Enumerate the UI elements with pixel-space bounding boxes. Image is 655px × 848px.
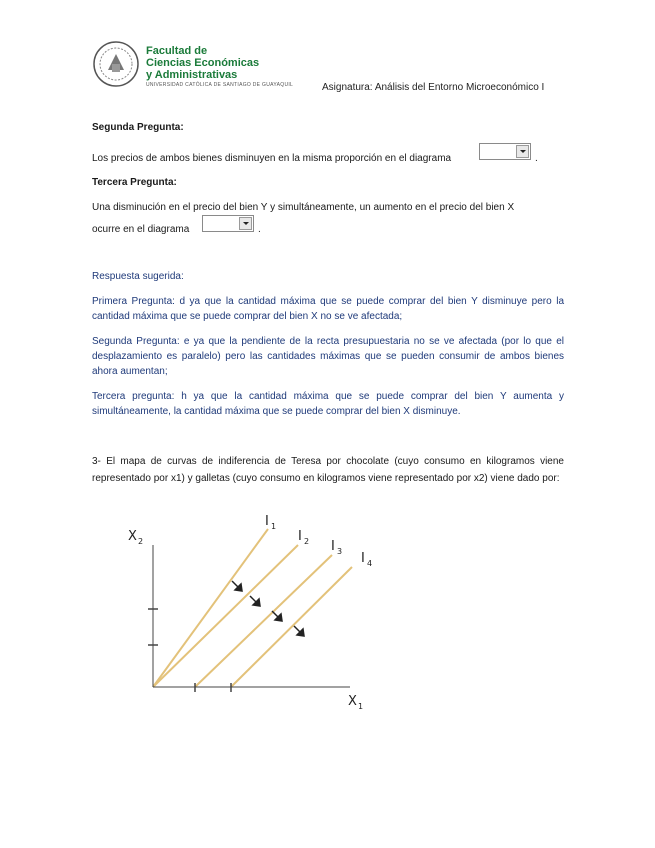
suggested-answer-3: Tercera pregunta: h ya que la cantidad máxima que se puede comprar del bien Y aumenta y simultáneamente, la cantidad máxima que se puede comprar del bien X disminuye. [92,391,564,417]
curve-label-i3: I [331,539,335,554]
subject-title: Asignatura: Análisis del Entorno Microeconómico I [322,82,545,93]
university-name: UNIVERSIDAD CATÓLICA DE SANTIAGO DE GUAYAQUIL [146,82,294,88]
suggested-answer-1: Primera Pregunta: d ya que la cantidad máxima que se puede comprar del bien Y disminuye pero la cantidad máxima que se puede comprar del bien X no se ve afectada; [92,296,564,322]
faculty-line: Facultad de [146,45,208,57]
chevron-down-icon[interactable] [239,217,252,230]
curve-label-i2-sub: 2 [304,537,310,546]
q3-title: Tercera Pregunta: [92,177,177,188]
q3-period: . [258,224,261,235]
q2-title: Segunda Pregunta: [92,122,184,133]
x-axis-label: X [348,694,357,709]
faculty-name [146,45,259,81]
curve-label-i1: I [265,514,269,529]
faculty-line: Ciencias Económicas [146,57,260,69]
chevron-down-icon[interactable] [516,145,529,158]
faculty-line: y Administrativas [146,69,238,81]
indifference-line-i4 [231,567,352,687]
indifference-curve-diagram [100,505,420,720]
y-axis-subscript: 2 [138,537,144,546]
q3-text-line1: Una disminución en el precio del bien Y y simultáneamente, un aumento en el precio del bien X [92,202,515,213]
curve-label-i1-sub: 1 [271,522,277,531]
suggested-title: Respuesta sugerida: [92,271,184,282]
curve-label-i2: I [298,529,302,544]
q2-diagram-select[interactable] [479,143,531,160]
q2-period: . [535,153,538,164]
q3-diagram-select[interactable] [202,215,254,232]
indifference-line-i3 [195,555,332,687]
university-seal-logo [92,40,140,88]
problem-3-intro: 3- El mapa de curvas de indiferencia de Teresa por chocolate (cuyo consumo en kilogramos viene representado por x1) y galletas (cuyo consumo en kilogramos viene representado por x2) viene dado por: [92,456,564,484]
x-axis-subscript: 1 [358,702,364,711]
q2-text: Los precios de ambos bienes disminuyen en la misma proporción en el diagrama [92,153,452,164]
curve-label-i4-sub: 4 [367,559,373,568]
q3-text-line2: ocurre en el diagrama [92,224,190,235]
indifference-line-i1 [153,529,268,687]
y-axis-label: X [128,529,137,544]
suggested-answer-2: Segunda Pregunta: e ya que la pendiente de la recta presupuestaria no se ve afectada (por lo que el desplazamiento es paralelo) pero las cantidades máximas que se pueden consumir de ambos bienes ahora aumentan; [92,336,564,377]
curve-label-i3-sub: 3 [337,547,343,556]
curve-label-i4: I [361,551,365,566]
